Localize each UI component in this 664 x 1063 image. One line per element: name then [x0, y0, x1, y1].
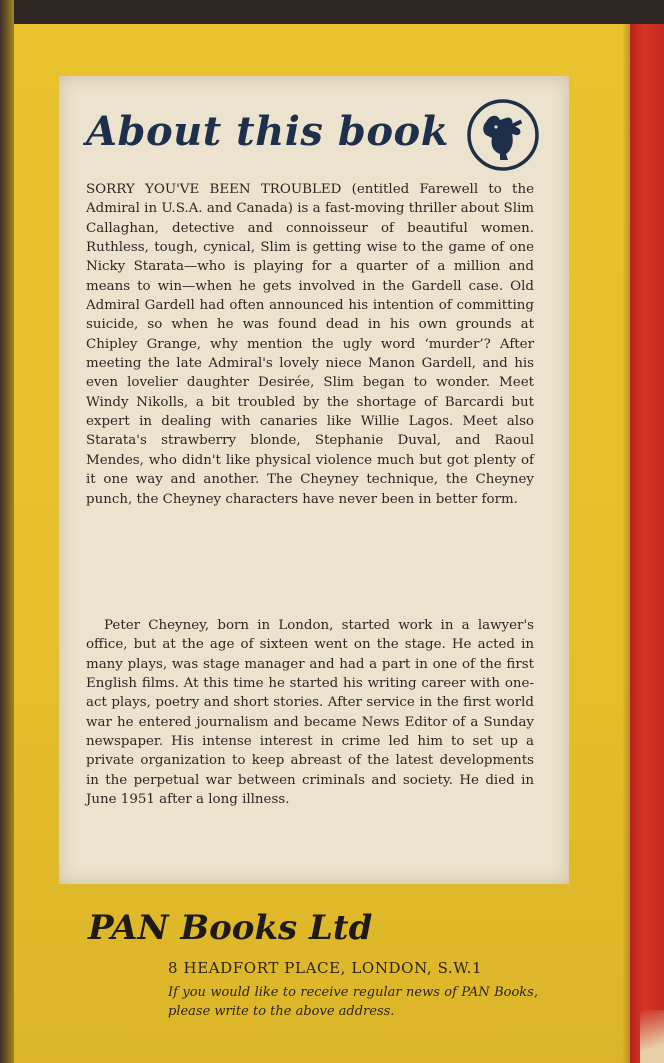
corner-wear [640, 1010, 664, 1063]
red-spine [630, 24, 664, 1063]
author-biography: Peter Cheyney, born in London, started work in a lawyer's office, but at the age of sixteen went on the stage. He acted in many plays, was stage manager and had a part in one of the first English films. At this time he started his writing career with one-act plays, poetry and short stories. After service in the first world war he entered journalism and became News Editor of a Sunday newspaper. His intense interest in crime led him to set up a private organization to keep abreast of the latest developments in the perpetual war between criminals and society. He died in June 1951 after a long illness. [86, 618, 534, 808]
book-description: SORRY YOU'VE BEEN TROUBLED (entitled Farewell to the Admiral in U.S.A. and Canada) is a fast-moving thriller about Slim Callaghan, detective and connoisseur of beautiful women. Ruthless, tough, cynical, Slim is getting wise to the game of one Nicky Starata—who is playing for a quarter of a million and means to win—when he gets involved in the Gardell case. Old Admiral Gardell had often announced his intention of committing suicide, so when he was found dead in his own grounds at Chipley Grange, why mention the ugly word ‘murder’? After meeting the late Admiral's lovely niece Manon Gardell, and his even lovelier daughter Desirée, Slim began to wonder. Meet Windy Nikolls, a bit troubled by the shortage of Barcardi but expert in dealing with canaries like Willie Lagos. Meet also Starata's strawberry blonde, Stephanie Duval, and Raoul Mendes, who didn't like physical violence much but got plenty of it one way and another. The Cheyney technique, the Cheyney punch, the Cheyney characters have never been in better form. [86, 182, 534, 507]
publisher-name: PAN Books Ltd [88, 908, 373, 948]
left-edge [0, 0, 14, 1063]
top-edge [0, 0, 664, 24]
publisher-address: 8 HEADFORT PLACE, LONDON, S.W.1 [168, 959, 483, 977]
panel-title: About this book [86, 108, 449, 155]
pan-piper-logo-icon [466, 98, 540, 172]
publisher-note: If you would like to receive regular news of PAN Books, please write to the above address. [168, 985, 538, 1019]
